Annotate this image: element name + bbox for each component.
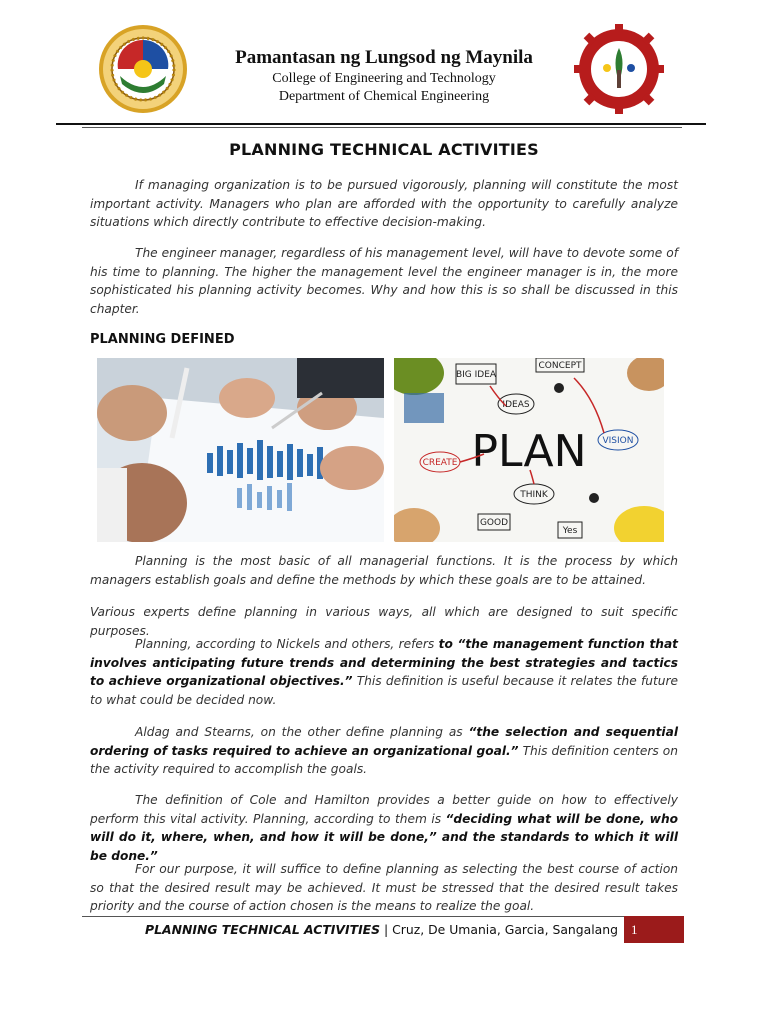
body-paragraph-6 bbox=[90, 723, 678, 779]
p6-quote: “the selection and sequential ordering of tasks required to achieve an organizational goal.” bbox=[90, 725, 678, 758]
business-charts-photo bbox=[97, 358, 384, 542]
body-paragraph-8: For our purpose, it will suffice to define planning as selecting the best course of action so that the desired result may be achieved. It must be stressed that the desired result takes priority and the course of action chosen is the means to realize the goal. bbox=[90, 862, 678, 913]
header-rule bbox=[56, 123, 706, 125]
p6-text-end: This definition centers on the activity required to accomplish the goals. bbox=[90, 743, 678, 776]
svg-text:IDEAS: IDEAS bbox=[502, 400, 530, 410]
body-paragraph-4: Various experts define planning in various ways, all which are designed to suit specific purposes. bbox=[90, 605, 678, 638]
footer-title: PLANNING TECHNICAL ACTIVITIES bbox=[145, 922, 381, 937]
footer-separator: | bbox=[380, 922, 393, 937]
svg-text:CREATE: CREATE bbox=[422, 458, 458, 468]
intro-paragraph-1: If managing organization is to be pursued vigorously, planning will constitute the most important activity. Managers who plan are afforded with the opportunity to carefully analyze situations which directly contribute to effective decision-making. bbox=[90, 178, 678, 229]
body-paragraph-5 bbox=[90, 635, 678, 709]
p5-quote: to “the management function that involves anticipating future trends and determining the best strategies and tactics to achieve organizational objectives.” bbox=[90, 637, 679, 688]
page-number: 1 bbox=[624, 916, 684, 943]
plan-mindmap-photo bbox=[394, 358, 664, 542]
svg-text:BIG IDEA: BIG IDEA bbox=[455, 370, 497, 380]
cet-seal-logo bbox=[574, 24, 664, 114]
document-title: PLANNING TECHNICAL ACTIVITIES bbox=[229, 140, 539, 159]
department-name: Department of Chemical Engineering bbox=[278, 89, 490, 104]
document-header bbox=[0, 0, 768, 130]
svg-text:THINK: THINK bbox=[520, 490, 548, 500]
p7-quote: “deciding what will be done, who will do it, where, when, and how it will be done,” and the standards to which it will be done.” bbox=[90, 811, 678, 863]
body-paragraph-3: Planning is the most basic of all managerial functions. It is the process by which managers establish goals and define the methods by which these goals are to be attained. bbox=[90, 554, 678, 587]
body-paragraph-7 bbox=[90, 791, 678, 865]
footer-authors: Cruz, De Umania, Garcia, Sangalang bbox=[392, 922, 618, 937]
intro-paragraph-2: The engineer manager, regardless of his management level, will have to devote some of his time to planning. The higher the management level the engineer manager is in, the more sophisticated his planning activity becomes. Why and how this is so shall be discussed in this chapter. bbox=[90, 246, 678, 316]
header-rule-thin bbox=[82, 127, 682, 128]
svg-text:PLAN: PLAN bbox=[471, 426, 587, 477]
svg-text:CONCEPT: CONCEPT bbox=[538, 361, 582, 371]
footer-rule bbox=[82, 916, 684, 917]
svg-text:VISION: VISION bbox=[602, 436, 634, 446]
svg-text:Yes: Yes bbox=[562, 526, 578, 536]
p5-text-end: This definition is useful because it relates the future to what could be decided now. bbox=[90, 674, 678, 707]
plm-seal-logo bbox=[98, 24, 188, 114]
section-heading: PLANNING DEFINED bbox=[90, 332, 235, 347]
college-name: College of Engineering and Technology bbox=[272, 71, 496, 86]
university-name: Pamantasan ng Lungsod ng Maynila bbox=[235, 47, 533, 68]
page-footer bbox=[90, 922, 618, 937]
p6-text: Aldag and Stearns, on the other define planning as bbox=[135, 725, 469, 739]
p5-text: Planning, according to Nickels and others, refers bbox=[135, 637, 439, 651]
university-masthead bbox=[200, 46, 568, 106]
svg-text:GOOD: GOOD bbox=[479, 518, 509, 528]
p7-text: The definition of Cole and Hamilton provides a better guide on how to effectively perform this vital activity. Planning, according to them is bbox=[90, 793, 678, 826]
